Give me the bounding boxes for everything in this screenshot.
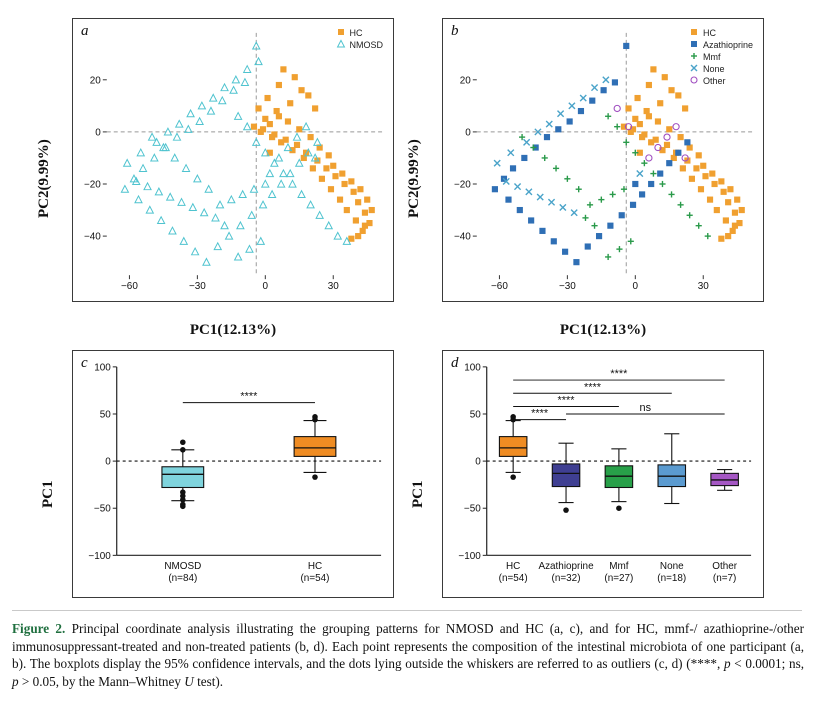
svg-text:ns: ns	[639, 402, 652, 415]
svg-text:−40: −40	[453, 231, 471, 243]
legend-label: HC	[349, 28, 363, 38]
svg-text:(n=27): (n=27)	[604, 573, 634, 585]
panel-a-y-axis-title: PC2(9.99%)	[36, 139, 52, 218]
legend-label: NMOSD	[349, 40, 383, 50]
panels-container	[10, 8, 804, 608]
panel-d-letter: d	[451, 355, 459, 371]
svg-text:Azathioprine: Azathioprine	[538, 561, 594, 573]
svg-text:****: ****	[240, 390, 258, 403]
svg-text:100: 100	[464, 362, 481, 374]
panel-a-x-axis-title: PC1(12.13%)	[189, 322, 277, 338]
panel-c-boxplot	[72, 350, 394, 598]
figure-caption	[12, 620, 804, 690]
svg-text:−30: −30	[188, 281, 206, 293]
svg-text:0: 0	[465, 127, 471, 139]
panel-d-plot	[443, 351, 763, 597]
svg-text:(n=54): (n=54)	[300, 573, 330, 585]
caption-divider	[12, 610, 802, 611]
svg-text:Mmf: Mmf	[609, 561, 629, 573]
svg-text:−100: −100	[88, 550, 111, 562]
svg-text:−20: −20	[83, 179, 101, 191]
svg-text:****: ****	[610, 368, 628, 381]
svg-text:0: 0	[105, 456, 111, 468]
panel-c-y-axis-title: PC1	[40, 480, 56, 508]
legend-item	[336, 27, 384, 39]
caption-u-italic: U	[184, 673, 194, 689]
caption-text-2: < 0.0001; ns,	[730, 656, 804, 671]
panel-d-boxplot	[442, 350, 764, 598]
svg-text:(n=54): (n=54)	[498, 573, 528, 585]
caption-text-1: Principal coordinate analysis illustrating the grouping patterns for NMOSD and HC (a, c), and for HC, mmf-/ azathioprine-/other immunosuppressant-treated and non-treated patients (b, d). Each point represents the composition of the intestinal microbiota of one participant (a, b). The boxplots display the 95% confidence intervals, and the dots lying outside the whiskers are referred to as outliers (c, d) (****,	[12, 621, 805, 671]
svg-text:None: None	[659, 561, 684, 573]
caption-p-italic-2: p	[12, 673, 19, 689]
svg-text:−40: −40	[83, 231, 101, 243]
svg-text:0: 0	[475, 456, 481, 468]
svg-text:−50: −50	[93, 503, 111, 515]
svg-text:HC: HC	[505, 561, 521, 573]
svg-text:−100: −100	[458, 550, 481, 562]
svg-text:0: 0	[262, 281, 269, 293]
panel-c-plot	[73, 351, 393, 597]
svg-text:20: 20	[459, 75, 471, 87]
legend-label: None	[702, 64, 725, 74]
panel-a-plot	[73, 19, 393, 301]
svg-text:100: 100	[94, 362, 111, 374]
legend-item	[689, 27, 753, 39]
svg-text:−60: −60	[491, 281, 508, 293]
svg-text:****: ****	[583, 381, 601, 394]
svg-text:30: 30	[697, 281, 709, 293]
svg-text:−30: −30	[558, 281, 576, 293]
svg-text:(n=7): (n=7)	[712, 573, 737, 585]
caption-p-italic-1: p	[723, 656, 731, 671]
panel-b-scatter	[442, 18, 764, 302]
svg-text:(n=32): (n=32)	[551, 573, 581, 585]
svg-text:****: ****	[531, 407, 549, 420]
legend-item	[336, 39, 384, 51]
svg-text:0: 0	[95, 127, 101, 139]
svg-text:****: ****	[557, 394, 575, 407]
panel-b-letter: b	[451, 23, 459, 39]
legend-label: Other	[702, 76, 726, 86]
legend-label: Azathioprine	[702, 40, 753, 50]
panel-c-letter: c	[81, 355, 88, 371]
svg-text:−50: −50	[463, 503, 481, 515]
caption-text-3: > 0.05, by the Mann–Whitney	[18, 673, 185, 689]
panel-a-scatter	[72, 18, 394, 302]
figure-label: Figure 2.	[12, 621, 66, 636]
svg-text:30: 30	[327, 281, 339, 293]
panel-b-legend	[685, 25, 757, 89]
caption-text-4: test).	[193, 673, 224, 689]
legend-item	[689, 63, 753, 75]
legend-marker-open-triangle-icon	[336, 39, 346, 52]
svg-text:−60: −60	[121, 281, 138, 293]
panel-b-y-axis-title: PC2(9.99%)	[406, 139, 422, 218]
legend-marker-open-circle-icon	[689, 75, 699, 88]
panel-a-letter: a	[81, 23, 89, 39]
svg-text:HC: HC	[307, 561, 323, 573]
legend-item	[689, 75, 753, 87]
svg-text:50: 50	[469, 409, 481, 421]
svg-text:−20: −20	[453, 179, 471, 191]
svg-text:20: 20	[89, 75, 101, 87]
legend-item	[689, 51, 753, 63]
legend-label: Mmf	[702, 52, 721, 62]
svg-text:(n=18): (n=18)	[657, 573, 687, 585]
svg-text:Other: Other	[712, 561, 738, 573]
panel-d-y-axis-title: PC1	[410, 480, 426, 508]
svg-text:(n=84): (n=84)	[168, 573, 198, 585]
panel-a-legend	[332, 25, 388, 53]
legend-item	[689, 39, 753, 51]
svg-text:NMOSD: NMOSD	[164, 561, 202, 573]
svg-text:0: 0	[632, 281, 639, 293]
legend-label: HC	[702, 28, 716, 38]
svg-text:50: 50	[99, 409, 111, 421]
panel-b-x-axis-title: PC1(12.13%)	[559, 322, 647, 338]
